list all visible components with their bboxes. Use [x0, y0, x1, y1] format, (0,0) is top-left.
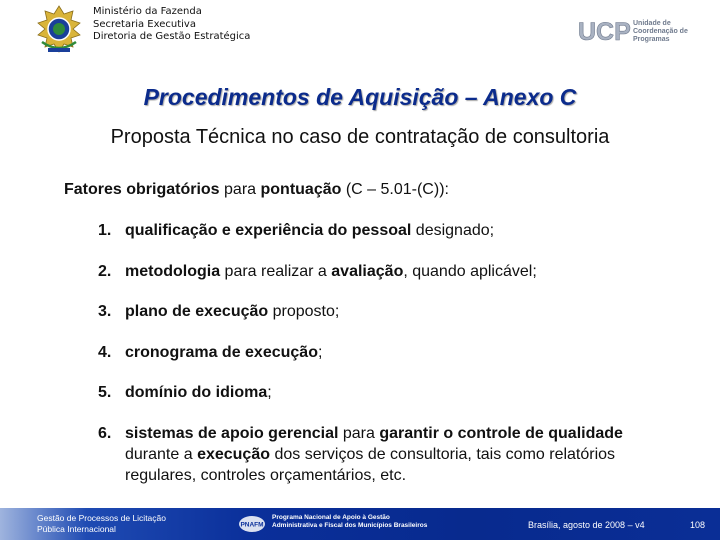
list-item-number: 1. — [98, 222, 112, 239]
list-item-bold-text: avaliação — [331, 262, 404, 280]
intro-bold-1: Fatores obrigatórios — [64, 181, 220, 198]
intro-bold-2: pontuação — [260, 181, 342, 198]
slide-header — [0, 0, 720, 62]
list-item-bold-text: execução — [197, 445, 270, 463]
ucp-logo-subtext-2: Coordenação de — [633, 28, 688, 35]
ucp-logo-text: UCP — [578, 18, 631, 46]
list-item-bold-text: metodologia — [125, 262, 221, 280]
org-secretariat: Secretaria Executiva — [93, 18, 196, 30]
pnafm-logo-text: PNAFM — [240, 521, 264, 529]
list-item-bold-text: sistemas de apoio gerencial — [125, 424, 339, 442]
list-item-number: 6. — [98, 424, 112, 442]
list-item-number: 5. — [98, 384, 112, 401]
list-item-text: ; — [317, 343, 323, 361]
ucp-logo — [578, 16, 690, 46]
organization-name — [93, 6, 250, 44]
list-item — [98, 261, 678, 282]
footer-program-line-2: Administrativa e Fiscal dos Municípios Brasileiros — [272, 522, 428, 529]
list-item — [98, 301, 678, 322]
footer-program-line-1: Programa Nacional de Apoio à Gestão — [272, 514, 390, 521]
list-item-number: 3. — [98, 303, 112, 320]
intro-text-2: (C – 5.01-(C)): — [341, 181, 449, 198]
intro-text-1: para — [219, 181, 261, 198]
list-item — [98, 382, 678, 403]
list-item-bold-text: cronograma de execução — [125, 343, 318, 361]
list-item-text: dos serviços de consultoria, tais como relatórios regulares, controles orçamentários, etc. — [125, 445, 616, 484]
footer-course-title — [37, 513, 166, 535]
list-item-text: para realizar a — [220, 262, 332, 280]
list-item-text: proposto; — [268, 303, 340, 320]
list-item — [98, 220, 678, 241]
brazil-coat-of-arms-icon — [34, 4, 84, 54]
list-item-text: ; — [267, 384, 272, 401]
org-ministry: Ministério da Fazenda — [93, 6, 202, 17]
page-number: 108 — [690, 520, 706, 530]
footer-course-line-2: Pública Internacional — [37, 524, 116, 534]
list-item — [98, 423, 678, 486]
org-directorate: Diretoria de Gestão Estratégica — [93, 31, 251, 42]
list-item-number: 4. — [98, 343, 112, 361]
footer-program-name — [272, 514, 427, 530]
list-item — [98, 342, 678, 363]
ucp-logo-subtext-3: Programas — [633, 36, 670, 43]
list-item-text: para — [338, 424, 380, 442]
list-item-bold-text: domínio do idioma — [125, 384, 268, 401]
list-item-bold-text: garantir o controle de qualidade — [379, 424, 623, 442]
intro-line — [64, 181, 449, 199]
list-item-text: , quando aplicável; — [403, 262, 537, 280]
list-item-number: 2. — [98, 262, 112, 280]
slide-subtitle: Proposta Técnica no caso de contratação de consultoria — [110, 126, 610, 148]
footer-course-line-1: Gestão de Processos de Licitação — [37, 513, 166, 523]
list-item-text: designado; — [411, 222, 495, 239]
slide-title: Procedimentos de Aquisição – Anexo C — [143, 84, 577, 110]
footer-date-version: Brasília, agosto de 2008 – v4 — [528, 520, 645, 530]
ucp-logo-subtext-1: Unidade de — [633, 20, 671, 27]
slide-footer — [0, 508, 720, 540]
pnafm-logo — [238, 515, 266, 533]
list-item-text: durante a — [125, 445, 198, 463]
list-item-bold-text: plano de execução — [125, 303, 269, 320]
factor-list — [98, 220, 678, 505]
list-item-bold-text: qualificação e experiência do pessoal — [125, 222, 412, 239]
